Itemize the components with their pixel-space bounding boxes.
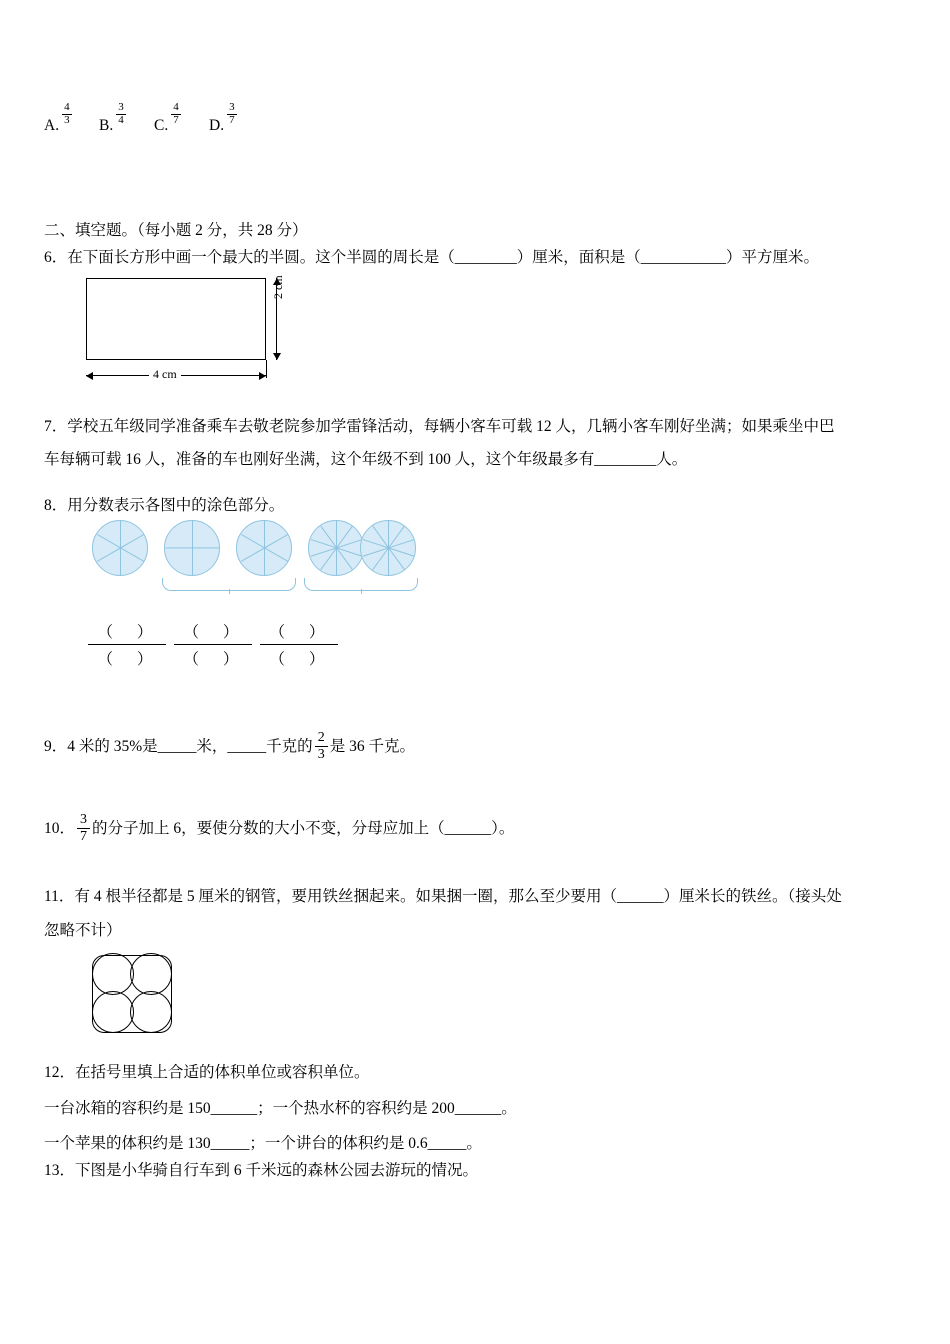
question-10-denominator: 7 bbox=[77, 828, 90, 845]
fraction-slot-2-denominator: （ ） bbox=[183, 651, 249, 668]
choice-d-label: D. bbox=[209, 116, 225, 134]
fraction-slot-1-numerator: （ ） bbox=[97, 624, 163, 641]
choice-a-numerator: 4 bbox=[64, 101, 70, 113]
question-13 bbox=[44, 1158, 906, 1180]
question-9-text-part2: 是 36 千克。 bbox=[329, 738, 415, 756]
question-9 bbox=[44, 730, 744, 763]
pipe-circle-4 bbox=[130, 991, 172, 1033]
choice-c[interactable] bbox=[154, 101, 181, 135]
question-8-number: 8． bbox=[44, 497, 68, 514]
question-8-text: 用分数表示各图中的涂色部分。 bbox=[67, 497, 285, 514]
choice-a-denominator: 3 bbox=[64, 113, 70, 126]
question-7 bbox=[44, 410, 906, 477]
choice-b-label: B. bbox=[99, 116, 114, 134]
pipe-circle-1 bbox=[92, 953, 134, 995]
pie-5 bbox=[360, 520, 416, 576]
question-9-numerator: 2 bbox=[317, 730, 325, 745]
four-pipes-figure bbox=[92, 955, 202, 1035]
fraction-slot-3-numerator: （ ） bbox=[269, 624, 335, 641]
question-7-number: 7． bbox=[44, 418, 68, 435]
question-6 bbox=[44, 245, 906, 267]
choice-b-denominator: 4 bbox=[118, 113, 124, 126]
fraction-slot-1-bar bbox=[88, 644, 166, 645]
choice-b[interactable] bbox=[99, 101, 126, 135]
question-10-number: 10． bbox=[44, 820, 76, 838]
section-heading: 二、填空题。（每小题 2 分，共 28 分） bbox=[44, 222, 308, 239]
question-12-line3: 一个苹果的体积约是 130_____；一个讲台的体积约是 0.6_____。 bbox=[44, 1135, 482, 1153]
pie-1 bbox=[92, 520, 148, 576]
question-10 bbox=[44, 812, 804, 845]
fraction-slot-2[interactable] bbox=[170, 620, 256, 669]
fraction-slot-1[interactable] bbox=[84, 620, 170, 669]
question-11-number: 11． bbox=[44, 888, 75, 905]
pipe-circle-2 bbox=[130, 953, 172, 995]
pie-2 bbox=[164, 520, 220, 576]
question-12-line2: 一台冰箱的容积约是 150______；一个热水杯的容积约是 200______。 bbox=[44, 1099, 517, 1117]
choice-c-label: C. bbox=[154, 116, 169, 134]
choice-c-numerator: 4 bbox=[173, 101, 179, 113]
rectangle-figure bbox=[44, 275, 294, 385]
dimension-tick bbox=[266, 360, 267, 378]
fraction-slot-1-denominator: （ ） bbox=[97, 651, 163, 668]
fraction-slot-3-bar bbox=[260, 644, 338, 645]
group-braces bbox=[92, 578, 432, 600]
choice-d-denominator: 7 bbox=[229, 113, 235, 126]
question-9-number: 9． bbox=[44, 738, 68, 756]
question-10-fraction bbox=[77, 812, 90, 845]
brace-2 bbox=[304, 578, 418, 591]
question-12-number: 12． bbox=[44, 1064, 76, 1081]
question-9-text-part1: 4 米的 35%是_____米，_____千克的 bbox=[67, 738, 313, 756]
question-10-text: 的分子加上 6，要使分数的大小不变，分母应加上（______）。 bbox=[92, 820, 515, 838]
width-dimension-label: 4 cm bbox=[149, 367, 181, 382]
question-12 bbox=[44, 1055, 906, 1162]
question-11-line2: 忽略不计） bbox=[44, 922, 122, 940]
rectangle-shape bbox=[86, 278, 266, 360]
choices-row bbox=[44, 96, 444, 156]
question-7-line2: 车每辆可载 16 人，准备的车也刚好坐满，这个年级不到 100 人，这个年级最多有________人。 bbox=[44, 451, 688, 469]
question-11 bbox=[44, 880, 906, 948]
choice-c-denominator: 7 bbox=[173, 113, 179, 126]
choice-d-fraction bbox=[227, 102, 237, 127]
question-6-number: 6． bbox=[44, 249, 68, 266]
question-11-line1: 有 4 根半径都是 5 厘米的钢管，要用铁丝捆起来。如果捆一圈，那么至少要用（______）厘米长的铁丝。（接头处 bbox=[74, 888, 842, 905]
brace-1 bbox=[162, 578, 296, 591]
question-10-numerator: 3 bbox=[80, 812, 88, 827]
question-8 bbox=[44, 493, 284, 515]
choice-d[interactable] bbox=[209, 101, 237, 135]
pie-4 bbox=[308, 520, 364, 576]
height-dimension-label: 2 cm bbox=[271, 275, 285, 299]
choice-a-label: A. bbox=[44, 116, 60, 134]
fraction-slot-3[interactable] bbox=[256, 620, 342, 669]
fraction-slot-2-numerator: （ ） bbox=[183, 624, 249, 641]
fraction-slot-2-bar bbox=[174, 644, 252, 645]
question-6-text: 在下面长方形中画一个最大的半圆。这个半圆的周长是（________）厘米，面积是（___________）平方厘米。 bbox=[67, 249, 820, 266]
question-7-line1: 学校五年级同学准备乘车去敬老院参加学雷锋活动，每辆小客车可载 12 人，几辆小客车刚好坐满；如果乘坐中巴 bbox=[67, 418, 835, 435]
fraction-slot-3-denominator: （ ） bbox=[269, 651, 335, 668]
choice-b-numerator: 3 bbox=[118, 101, 124, 113]
question-12-line1: 在括号里填上合适的体积单位或容积单位。 bbox=[75, 1064, 370, 1081]
question-13-number: 13． bbox=[44, 1162, 76, 1179]
choice-a[interactable] bbox=[44, 101, 72, 135]
choice-b-fraction bbox=[116, 102, 126, 127]
question-13-text: 下图是小华骑自行车到 6 千米远的森林公园去游玩的情况。 bbox=[75, 1162, 479, 1179]
choice-a-fraction bbox=[62, 102, 72, 127]
choice-d-numerator: 3 bbox=[229, 101, 235, 113]
pipe-circle-3 bbox=[92, 991, 134, 1033]
question-9-fraction bbox=[315, 730, 328, 763]
choice-c-fraction bbox=[171, 102, 181, 127]
question-9-denominator: 3 bbox=[315, 746, 328, 763]
pie-3 bbox=[236, 520, 292, 576]
